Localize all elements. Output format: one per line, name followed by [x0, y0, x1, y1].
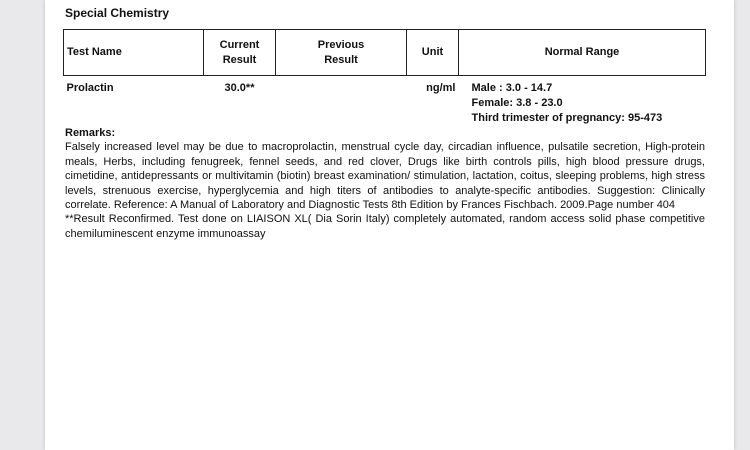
range-third-trimester: Third trimester of pregnancy: 95-473	[471, 112, 663, 124]
header-previous-result-line2: Result	[324, 53, 358, 66]
table-row	[64, 76, 706, 127]
cell-normal-range	[459, 76, 706, 127]
header-previous-result-line1: Previous	[317, 38, 365, 51]
header-current-result-line2: Result	[222, 53, 257, 66]
cell-test-name: Prolactin	[66, 82, 114, 94]
range-female: Female: 3.8 - 23.0	[471, 97, 563, 109]
remarks-title: Remarks:	[65, 127, 116, 139]
header-unit: Unit	[407, 30, 459, 76]
section-title: Special Chemistry	[65, 6, 170, 20]
header-previous-result	[276, 30, 407, 76]
header-normal-range: Normal Range	[459, 30, 706, 76]
table-header-row	[64, 30, 706, 76]
header-test-name: Test Name	[64, 30, 204, 76]
remarks-section	[65, 126, 705, 241]
header-current-result	[204, 30, 276, 76]
cell-current-result: 30.0**	[224, 82, 255, 94]
remarks-text: Falsely increased level may be due to macroprolactin, menstrual cycle day, circadian influence, pulsatile secretion, High-protein meals, Herbs, including fenugreek, fennel seeds, and red clover, Drugs like birth controls pills, high blood pressure drugs, cimetidine, antidepressants or multivitamin (biotin) breast examination/ stimulation, lactation, coitus, sleeping problems, high stress levels, strenuous exercise, hyperglycemia and high titers of antibodies to analyte-specific antibodies. Suggestion: Clinically correlate. Reference: A Manual of Laboratory and Diagnostic Tests 8th Edition by Frances Fischbach. 2009.Page number 404	[65, 141, 705, 212]
results-table	[63, 29, 706, 126]
header-current-result-line1: Current	[219, 38, 260, 51]
cell-unit: ng/ml	[426, 82, 456, 94]
report-page	[45, 0, 734, 450]
cell-previous-result	[276, 76, 407, 127]
remarks-note: **Result Reconfirmed. Test done on LIAISON XL( Dia Sorin Italy) completely automated, random access solid phase competitive chemiluminescent enzyme immunoassay	[65, 213, 705, 240]
range-male: Male : 3.0 - 14.7	[471, 82, 553, 94]
